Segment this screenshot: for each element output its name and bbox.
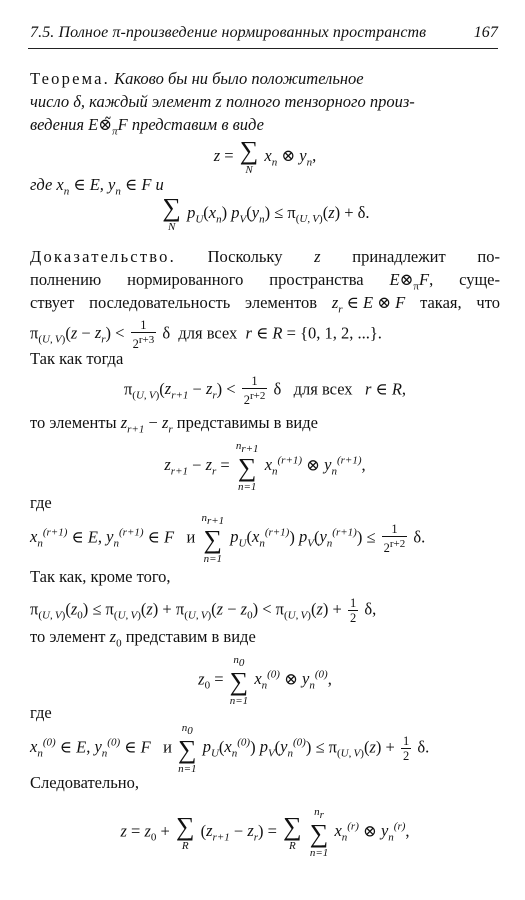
formula-5: $z_{r+1} - z_r$ = $n_{r+1}$ ∑ n=1 $x_n^{(r+1)}$ ⊗ $y_n^{(r+1)}$, (164, 440, 366, 494)
formula-6: $x_n^{(r+1)}$ ∈ E, $y_n^{(r+1)}$ ∈ F и $n_{r+1}$ ∑ n=1 $p_U(x_n^{(r+1)}) p_V(y_n^{(r+1)})$ ≤ $\frac{1}{2^{r+2}}$ δ. (30, 512, 426, 566)
running-header (30, 24, 498, 42)
formula-3: $\pi_{(U, V)}(z - z_r)$ < $\frac{1}{2^{r+3}}$ δ для всех r ∈ R = {0, 1, 2, ...}. (30, 318, 382, 352)
proof-line-9: где (30, 703, 52, 722)
proof-line-4: Так как тогда (30, 349, 124, 368)
proof-line-6: где (30, 493, 52, 512)
formula-4: $\pi_{(U, V)}(z_{r+1} - z_r)$ < $\frac{1}{2^{r+2}}$ δ для всех r ∈ R, (123, 374, 407, 408)
theorem-line-2: число δ, каждый элемент z полного тензорного произ- (30, 92, 415, 111)
page-number: 167 (473, 24, 498, 41)
proof-line-7: Так как, кроме того, (30, 567, 171, 586)
formula-7: $\pi_{(U, V)}(z_0) \le \pi_{(U, V)}(z) + \pi_{(U, V)}(z - z_0) < \pi_{(U, V)}(z)$ + $\frac{1}{2}$ δ, (30, 596, 377, 625)
formula-8: $z_0$ = $n_0$ ∑ n=1 $x_n^{(0)}$ ⊗ $y_n^{(0)}$, (198, 654, 332, 708)
theorem-line-4: где $x_n$ ∈ E, $y_n$ ∈ F и (30, 175, 164, 198)
proof-line-8: то элемент $z_0$ представим в виде (30, 627, 256, 650)
theorem-line-1: Теорема. Каково бы ни было положительное (30, 69, 364, 88)
formula-10: $z = z_0$ + ∑ R $(z_{r+1} - z_r)$ = ∑ R $n_r$ ∑ n=1 $x_n^{(r)}$ ⊗ $y_n^{(r)}$, (120, 806, 410, 860)
header-rule (28, 48, 498, 49)
proof-line-5: то элементы $z_{r+1} - z_r$ представимы в виде (30, 413, 318, 436)
proof-line-2: полнению нормированного пространства $E\otimes_\pi F$, суще- (30, 270, 500, 293)
proof-line-3: ствует последовательность элементов $z_r$ ∈ E ⊗ F такая, что (30, 293, 500, 316)
formula-9: $x_n^{(0)}$ ∈ E, $y_n^{(0)}$ ∈ F и $n_0$ ∑ n=1 $p_U(x_n^{(0)}) p_V(y_n^{(0)}) \le \pi_{(U, V)}(z)$ + $\frac{1}{2}$ δ. (30, 722, 430, 776)
theorem-line-3: ведения $E\otimes̃_\pi F$ представим в виде (30, 115, 264, 138)
header-title: 7.5. Полное π-произведение нормированных пространств (30, 24, 427, 41)
formula-1: z = ∑ N $x_n$ ⊗ $y_n$, (213, 136, 317, 176)
formula-2: ∑ N $p_U(x_n) p_V(y_n) \le \pi_{(U, V)}(z) + \delta$. (162, 193, 370, 233)
proof-line-10: Следовательно, (30, 773, 139, 792)
proof-line-1: Доказательство. Поскольку z принадлежит по- (30, 247, 500, 266)
